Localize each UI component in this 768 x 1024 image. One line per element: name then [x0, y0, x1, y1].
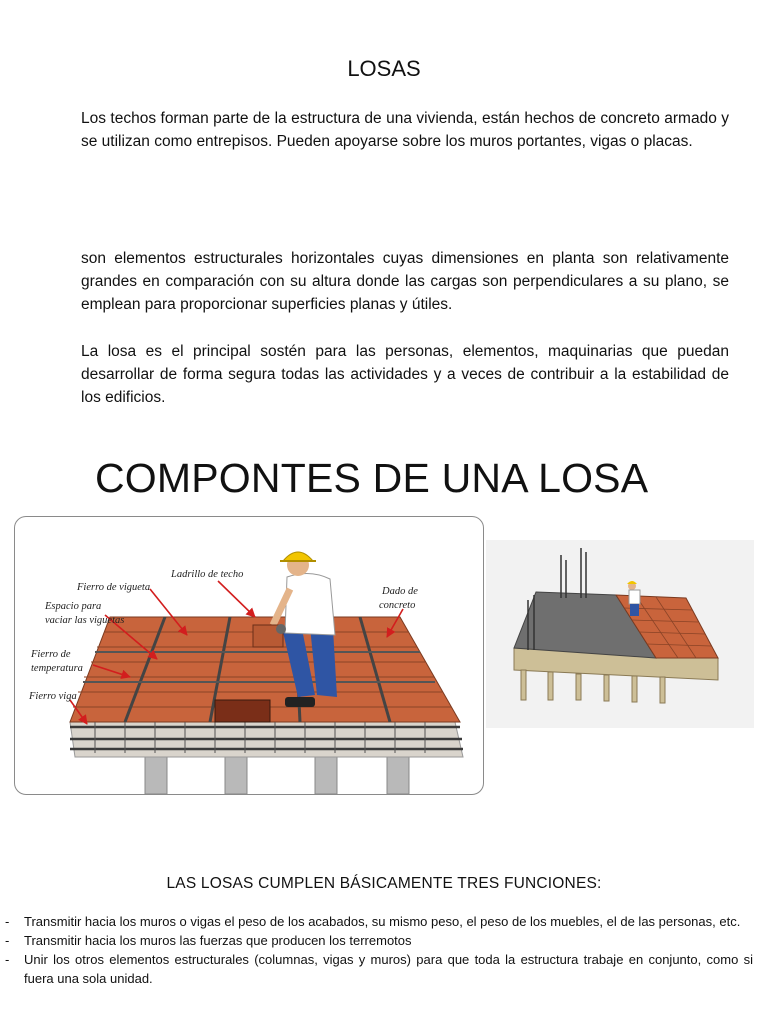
label-espacio-1: Espacio para: [45, 601, 102, 612]
function-item: - Unir los otros elementos estructurales (columnas, vigas y muros) para que toda la estructura trabaje en conjunto, como si fuera una sola unidad.: [5, 952, 753, 986]
label-espacio-2: vaciar las viguetas: [45, 615, 125, 626]
function-text: Transmitir hacia los muros o vigas el peso de los acabados, su mismo peso, el peso de los muebles, el de las personas, etc.: [24, 914, 741, 929]
label-temperatura-1: Fierro de: [31, 649, 71, 660]
slab-components-diagram: [14, 516, 484, 795]
function-text: Transmitir hacia los muros las fuerzas que producen los terremotos: [24, 933, 412, 948]
functions-list: [5, 912, 753, 988]
label-fierro-vigueta: Fierro de vigueta: [77, 582, 151, 593]
label-fierro-viga: Fierro viga: [29, 691, 77, 702]
label-dado-1: Dado de: [382, 586, 418, 597]
function-item: - Transmitir hacia los muros o vigas el peso de los acabados, su mismo peso, el peso de los muebles, el de las personas, etc.: [5, 914, 741, 929]
intro-paragraph: Los techos forman parte de la estructura de una vivienda, están hechos de concreto armado y se utilizan como entrepisos. Pueden apoyarse sobre los muros portantes, vigas o placas.: [81, 110, 729, 150]
label-dado-2: concreto: [379, 600, 416, 611]
function-item: - Transmitir hacia los muros las fuerzas que producen los terremotos: [5, 933, 412, 948]
section-title: COMPONTES DE UNA LOSA: [95, 455, 649, 501]
support-paragraph: La losa es el principal sostén para las personas, elementos, maquinarias que puedan desarrollar de forma segura todas las actividades y a veces de contribuir a la estabilidad de los edificios.: [81, 343, 729, 406]
slab-illustration: [15, 517, 483, 794]
functions-title: LAS LOSAS CUMPLEN BÁSICAMENTE TRES FUNCIONES:: [166, 875, 602, 892]
construction-illustration: [486, 540, 754, 728]
definition-paragraph: son elementos estructurales horizontales cuyas dimensiones en planta son relativamente grandes en comparación con su altura donde las cargas son perpendiculares a su plano, se emplean para proporcionar superficies planas y útiles.: [81, 250, 729, 313]
page-title: LOSAS: [347, 56, 421, 81]
label-ladrillo-techo: Ladrillo de techo: [171, 569, 244, 580]
function-text: Unir los otros elementos estructurales (columnas, vigas y muros) para que toda la estructura trabaje en conjunto, como si fuera una sola unidad.: [24, 952, 753, 986]
slab-construction-image: [486, 540, 754, 728]
label-temperatura-2: temperatura: [31, 663, 83, 674]
